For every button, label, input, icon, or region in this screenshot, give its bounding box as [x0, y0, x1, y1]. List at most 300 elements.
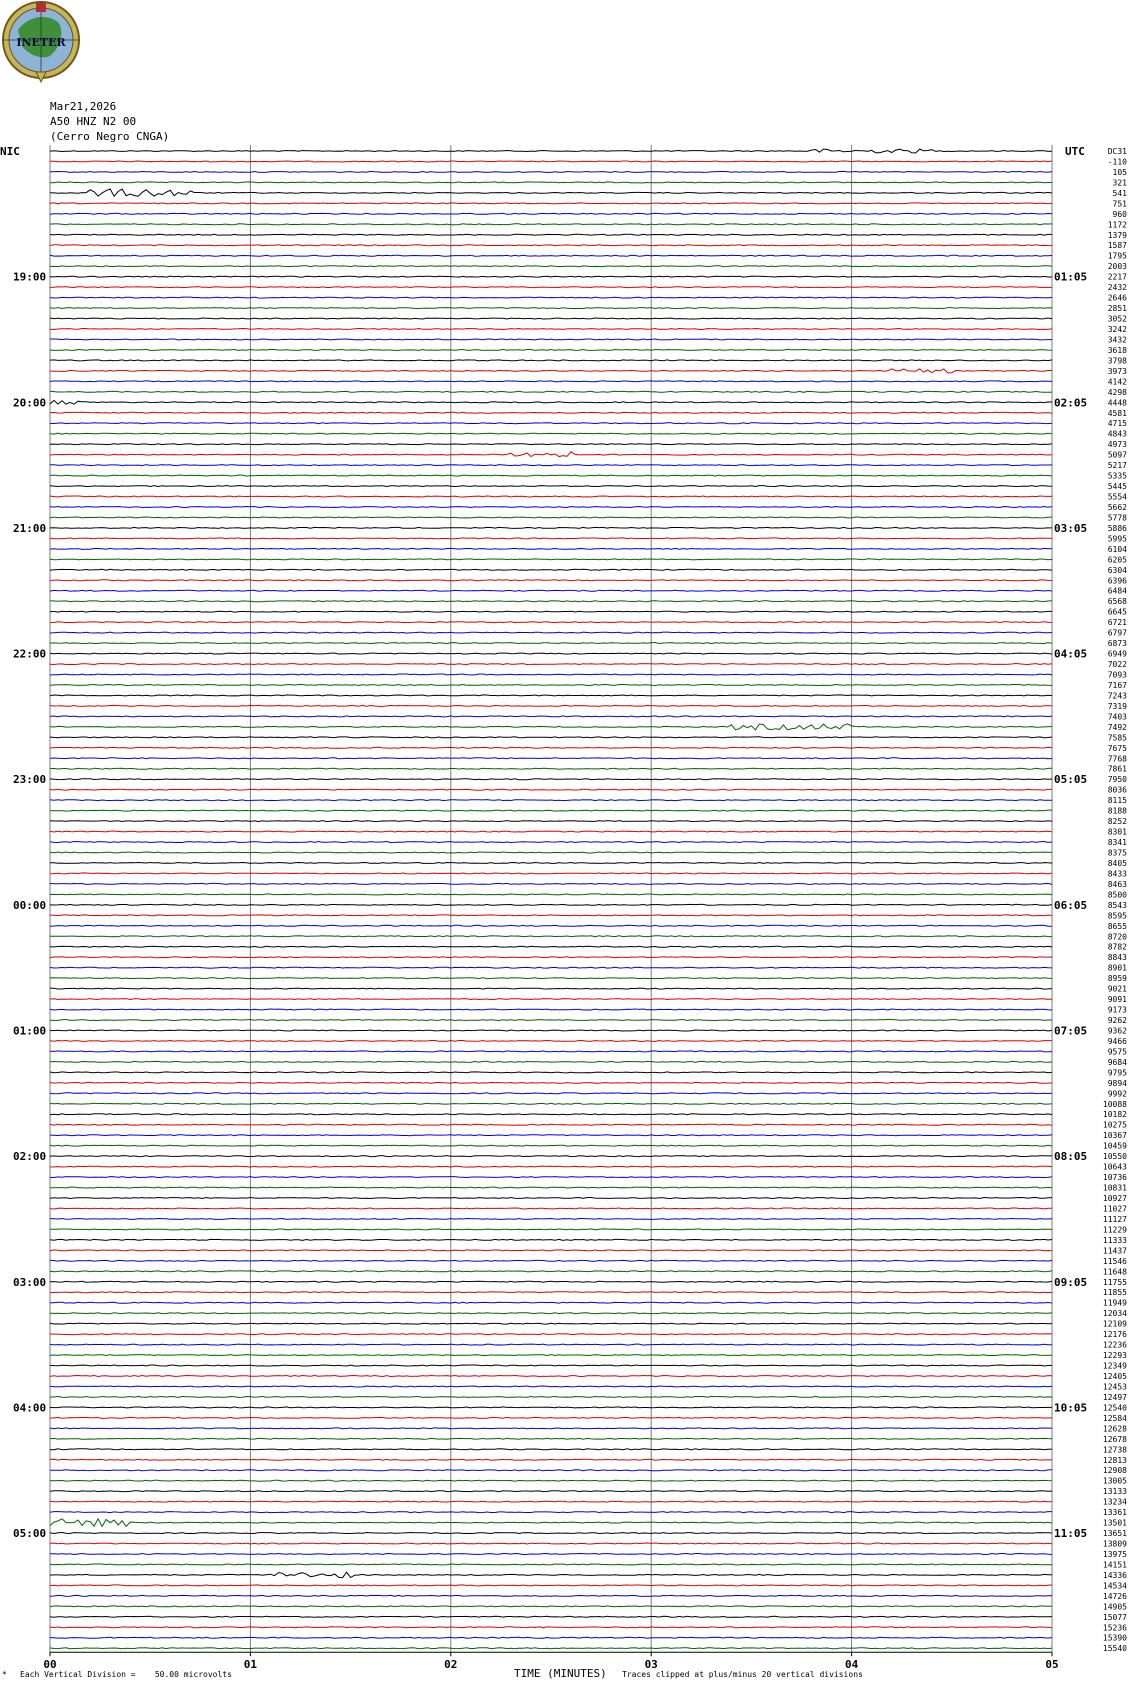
seismic-trace: [50, 1009, 1052, 1010]
seismic-trace: [50, 590, 1052, 591]
trace-offset-label: 3618: [1107, 345, 1127, 355]
right-hour-label: 02:05: [1054, 396, 1088, 410]
trace-offset-label: 13975: [1102, 1549, 1127, 1559]
seismic-trace: [50, 465, 1052, 466]
trace-offset-label: 7022: [1107, 660, 1127, 670]
seismic-trace: [50, 1512, 1052, 1513]
trace-offset-label: 11648: [1102, 1267, 1127, 1277]
seismic-trace: [50, 957, 1052, 958]
trace-offset-label: 8341: [1107, 838, 1127, 848]
seismic-trace: [50, 1082, 1052, 1083]
trace-offset-label: 8959: [1107, 974, 1127, 984]
x-tick-label: 05: [1045, 1658, 1059, 1672]
trace-offset-label: 12293: [1102, 1351, 1127, 1361]
seismic-trace: [50, 234, 1052, 235]
trace-offset-label: 6721: [1107, 618, 1127, 628]
seismic-trace: [50, 559, 1052, 560]
seismic-trace: [50, 1428, 1052, 1429]
trace-offset-label: 9894: [1107, 1078, 1127, 1088]
trace-offset-label: 12349: [1102, 1361, 1127, 1371]
seismic-trace: [50, 1302, 1052, 1303]
seismic-trace: [50, 1396, 1052, 1397]
trace-offset-label: 11127: [1102, 1214, 1127, 1224]
seismic-trace: [50, 789, 1052, 790]
seismic-trace: [50, 967, 1052, 968]
left-hour-label: 02:00: [13, 1150, 47, 1164]
seismic-trace: [50, 203, 1052, 204]
trace-offset-label: 7403: [1107, 712, 1127, 722]
trace-offset-label: 13501: [1102, 1518, 1127, 1528]
channel-label: A50 HNZ N2 00: [50, 115, 137, 128]
left-hour-label: 00:00: [13, 898, 47, 912]
trace-offset-label: 13133: [1102, 1487, 1127, 1497]
trace-offset-label: 12405: [1102, 1371, 1127, 1381]
seismic-trace: [50, 810, 1052, 811]
trace-offset-label: 8375: [1107, 848, 1127, 858]
trace-offset-label: 13005: [1102, 1476, 1127, 1486]
trace-offset-label: 1795: [1107, 251, 1127, 261]
seismic-trace: [50, 800, 1052, 801]
seismic-trace: [50, 1334, 1052, 1335]
left-hour-label: 22:00: [13, 647, 47, 661]
seismic-trace: [50, 287, 1052, 288]
seismic-trace: [50, 1376, 1052, 1377]
seismic-trace: [50, 779, 1052, 780]
right-hour-label: 03:05: [1054, 521, 1088, 535]
seismic-trace: [50, 1355, 1052, 1356]
trace-offset-label: 7950: [1107, 775, 1127, 785]
trace-offset-label: 14336: [1102, 1570, 1127, 1580]
seismic-trace: [50, 831, 1052, 832]
trace-offset-label: 7492: [1107, 722, 1127, 732]
trace-offset-label: 12584: [1102, 1413, 1127, 1423]
seismic-trace: [50, 758, 1052, 759]
trace-offset-label: 9684: [1107, 1057, 1127, 1067]
trace-offset-label: 960: [1112, 209, 1127, 219]
trace-offset-label: 6104: [1107, 544, 1127, 554]
seismic-trace: [50, 1041, 1052, 1042]
seismic-trace: [50, 1103, 1052, 1104]
trace-offset-label: 15077: [1102, 1612, 1127, 1622]
trace-offset-label: 7675: [1107, 743, 1127, 753]
seismic-trace: [50, 863, 1052, 864]
trace-offset-label: 12497: [1102, 1392, 1127, 1402]
trace-offset-label: 12236: [1102, 1340, 1127, 1350]
seismic-trace: [50, 548, 1052, 549]
trace-offset-label: 11437: [1102, 1246, 1127, 1256]
seismic-trace: [50, 1386, 1052, 1387]
trace-offset-label: 2217: [1107, 272, 1127, 282]
seismic-trace: [50, 496, 1052, 497]
trace-offset-label: 7861: [1107, 764, 1127, 774]
trace-offset-label: 9173: [1107, 1005, 1127, 1015]
seismic-trace: [50, 768, 1052, 769]
trace-offset-label: 5335: [1107, 471, 1127, 481]
seismic-trace: [50, 276, 1052, 277]
seismic-trace: [50, 1229, 1052, 1230]
seismic-trace: [50, 664, 1052, 665]
seismic-trace: [50, 611, 1052, 612]
trace-offset-label: 3432: [1107, 335, 1127, 345]
seismic-trace: [50, 1480, 1052, 1481]
seismic-trace: [50, 1616, 1052, 1617]
trace-offset-label: 12908: [1102, 1466, 1127, 1476]
trace-offset-label: 8782: [1107, 942, 1127, 952]
trace-offset-label: 9362: [1107, 1026, 1127, 1036]
trace-offset-label: -110: [1107, 157, 1127, 167]
trace-offset-label: 7243: [1107, 691, 1127, 701]
trace-offset-label: 8036: [1107, 785, 1127, 795]
trace-offset-label: 10367: [1102, 1131, 1127, 1141]
seismic-trace: [50, 1606, 1052, 1607]
seismic-trace: [50, 1239, 1052, 1240]
seismic-trace: [50, 1543, 1052, 1544]
trace-offset-label: 10182: [1102, 1110, 1127, 1120]
x-tick-label: 04: [844, 1658, 859, 1672]
trace-offset-label: 15540: [1102, 1644, 1127, 1654]
seismic-trace: [50, 653, 1052, 654]
trace-offset-label: 15390: [1102, 1633, 1127, 1643]
trace-offset-label: 9992: [1107, 1089, 1127, 1099]
trace-offset-label: 2003: [1107, 262, 1127, 272]
seismic-trace: [50, 507, 1052, 508]
trace-offset-label: 11755: [1102, 1277, 1127, 1287]
seismic-trace: [50, 266, 1052, 267]
trace-offset-label: 14726: [1102, 1591, 1127, 1601]
trace-offset-label: 8405: [1107, 858, 1127, 868]
seismic-trace: [50, 1177, 1052, 1178]
trace-offset-label: 8901: [1107, 963, 1127, 973]
trace-offset-label: 8595: [1107, 911, 1127, 921]
trace-offset-label: 11546: [1102, 1256, 1127, 1266]
trace-offset-label: 4973: [1107, 440, 1127, 450]
seismic-trace: [50, 1030, 1052, 1031]
seismic-trace: [50, 1208, 1052, 1209]
seismic-trace: [50, 883, 1052, 884]
seismic-trace: [50, 444, 1052, 445]
trace-offset-label: 13809: [1102, 1539, 1127, 1549]
trace-offset-label: 6396: [1107, 576, 1127, 586]
seismic-trace: [50, 1533, 1052, 1534]
trace-offset-label: 8655: [1107, 921, 1127, 931]
trace-offset-label: 7167: [1107, 680, 1127, 690]
scale-note: Each Vertical Division = 50.00 microvolts: [20, 1670, 232, 1679]
seismic-trace: [50, 245, 1052, 246]
trace-offset-label: 14151: [1102, 1560, 1127, 1570]
trace-offset-label: 4142: [1107, 377, 1127, 387]
trace-offset-label: 7093: [1107, 670, 1127, 680]
trace-offset-label: DC31: [1107, 147, 1127, 156]
trace-offset-label: 12540: [1102, 1403, 1127, 1413]
trace-offset-label: 5445: [1107, 482, 1127, 492]
seismic-trace: [50, 475, 1052, 476]
trace-offset-label: 6797: [1107, 628, 1127, 638]
seismic-trace: [50, 1323, 1052, 1324]
seismic-trace: [50, 1627, 1052, 1628]
trace-offset-label: 12628: [1102, 1424, 1127, 1434]
seismic-trace: [50, 821, 1052, 822]
seismic-trace: [50, 1572, 1052, 1578]
trace-offset-label: 12109: [1102, 1319, 1127, 1329]
trace-offset-label: 4448: [1107, 398, 1127, 408]
seismic-trace: [50, 1438, 1052, 1439]
x-tick-label: 00: [43, 1658, 57, 1672]
trace-offset-label: 4298: [1107, 387, 1127, 397]
trace-offset-label: 13234: [1102, 1497, 1127, 1507]
seismic-trace: [50, 936, 1052, 937]
seismic-trace: [50, 1449, 1052, 1450]
seismic-trace: [50, 695, 1052, 696]
seismic-trace: [50, 1250, 1052, 1251]
corner-mark: *: [2, 1670, 7, 1679]
seismic-trace: [50, 433, 1052, 434]
trace-offset-label: 5995: [1107, 534, 1127, 544]
trace-offset-label: 10927: [1102, 1194, 1127, 1203]
seismic-trace: [50, 1637, 1052, 1638]
trace-offset-label: 11855: [1102, 1288, 1127, 1298]
left-hour-label: 23:00: [13, 773, 47, 787]
trace-offset-label: 12034: [1102, 1309, 1127, 1319]
seismic-trace: [50, 705, 1052, 706]
trace-offset-label: 2851: [1107, 304, 1127, 314]
trace-offset-label: 5662: [1107, 502, 1127, 512]
seismic-trace: [50, 1135, 1052, 1136]
trace-offset-label: 9575: [1107, 1047, 1127, 1057]
seismic-trace: [50, 737, 1052, 738]
seismic-trace: [50, 1470, 1052, 1471]
trace-offset-label: 10088: [1102, 1099, 1127, 1109]
seismic-trace: [50, 1145, 1052, 1146]
trace-offset-label: 10459: [1102, 1141, 1127, 1151]
seismic-trace: [50, 569, 1052, 570]
seismic-trace: [50, 685, 1052, 686]
left-hour-label: 03:00: [13, 1275, 47, 1289]
trace-offset-label: 6304: [1107, 565, 1127, 575]
trace-offset-label: 3798: [1107, 356, 1127, 366]
seismic-trace: [50, 999, 1052, 1000]
trace-offset-label: 6873: [1107, 639, 1127, 649]
trace-offset-label: 13361: [1102, 1508, 1127, 1518]
trace-offset-label: 8500: [1107, 890, 1127, 900]
seismic-trace: [50, 1595, 1052, 1596]
seismic-trace: [50, 674, 1052, 675]
seismic-trace: [50, 852, 1052, 853]
seismic-trace: [50, 224, 1052, 225]
seismic-trace: [50, 1093, 1052, 1094]
right-timezone-label: UTC: [1065, 145, 1085, 158]
trace-offset-label: 9091: [1107, 995, 1127, 1005]
seismic-trace: [50, 452, 1052, 457]
seismic-trace: [50, 318, 1052, 319]
trace-offset-label: 1172: [1107, 220, 1127, 230]
seismic-trace: [50, 423, 1052, 424]
seismic-trace: [50, 632, 1052, 633]
seismic-trace: [50, 171, 1052, 172]
seismic-trace: [50, 213, 1052, 214]
seismic-trace: [50, 1564, 1052, 1565]
seismic-trace: [50, 1344, 1052, 1345]
trace-offset-label: 5778: [1107, 513, 1127, 523]
trace-offset-label: 6484: [1107, 586, 1127, 596]
left-timezone-label: NIC: [0, 145, 20, 158]
seismic-trace: [50, 842, 1052, 843]
trace-offset-label: 1379: [1107, 230, 1127, 240]
right-hour-label: 05:05: [1054, 773, 1088, 787]
seismic-trace: [50, 1124, 1052, 1125]
trace-offset-label: 3973: [1107, 366, 1127, 376]
trace-offset-label: 2646: [1107, 293, 1127, 303]
seismic-trace: [50, 1281, 1052, 1282]
trace-offset-label: 7768: [1107, 754, 1127, 764]
trace-offset-label: 8115: [1107, 796, 1127, 806]
seismic-trace: [50, 360, 1052, 361]
trace-offset-label: 8843: [1107, 953, 1127, 963]
seismic-trace: [50, 391, 1052, 392]
right-hour-label: 09:05: [1054, 1275, 1088, 1289]
trace-offset-label: 5217: [1107, 461, 1127, 471]
x-tick-label: 02: [444, 1658, 458, 1672]
logo-text: INETER: [16, 36, 66, 49]
trace-offset-label: 11949: [1102, 1298, 1127, 1308]
seismic-trace: [50, 1072, 1052, 1073]
seismic-trace: [50, 1271, 1052, 1272]
seismic-trace: [50, 349, 1052, 350]
x-axis-title: TIME (MINUTES): [514, 1667, 607, 1680]
left-hour-label: 19:00: [13, 270, 47, 284]
seismic-trace: [50, 1417, 1052, 1418]
trace-offset-label: 9262: [1107, 1016, 1127, 1026]
station-label: (Cerro Negro CNGA): [50, 130, 170, 143]
trace-offset-label: 4581: [1107, 408, 1127, 418]
seismic-trace: [50, 189, 1052, 196]
trace-offset-label: 105: [1112, 167, 1127, 177]
seismic-trace: [50, 486, 1052, 487]
seismic-trace: [50, 1156, 1052, 1157]
seismic-trace: [50, 1407, 1052, 1408]
seismic-trace: [50, 747, 1052, 748]
trace-offset-label: 321: [1112, 178, 1127, 188]
trace-offset-label: 11229: [1102, 1225, 1127, 1235]
seismic-trace: [50, 1554, 1052, 1555]
seismic-trace: [50, 915, 1052, 916]
trace-offset-label: 8301: [1107, 827, 1127, 837]
seismic-trace: [50, 255, 1052, 256]
trace-offset-label: 7319: [1107, 701, 1127, 711]
trace-offset-label: 8433: [1107, 869, 1127, 879]
trace-offset-label: 10275: [1102, 1120, 1127, 1130]
seismic-trace: [50, 297, 1052, 298]
trace-offset-label: 5554: [1107, 492, 1127, 502]
trace-offset-label: 8188: [1107, 806, 1127, 816]
trace-offset-label: 751: [1112, 199, 1127, 209]
left-hour-label: 21:00: [13, 521, 47, 535]
trace-offset-label: 11333: [1102, 1235, 1127, 1245]
seismic-trace: [50, 1166, 1052, 1167]
seismic-trace: [50, 580, 1052, 581]
seismic-trace: [50, 1114, 1052, 1115]
seismic-trace: [50, 1187, 1052, 1188]
seismic-trace: [50, 182, 1052, 183]
trace-offset-label: 12453: [1102, 1382, 1127, 1392]
trace-offset-label: 3052: [1107, 314, 1127, 324]
right-hour-label: 04:05: [1054, 647, 1088, 661]
seismic-trace: [50, 1051, 1052, 1052]
right-hour-label: 07:05: [1054, 1024, 1088, 1038]
trace-offset-label: 12176: [1102, 1330, 1127, 1340]
trace-offset-label: 10550: [1102, 1152, 1127, 1162]
trace-offset-label: 9466: [1107, 1036, 1127, 1046]
seismic-trace: [50, 601, 1052, 602]
x-tick-label: 03: [644, 1658, 658, 1672]
trace-offset-label: 14534: [1102, 1581, 1127, 1591]
seismic-trace: [50, 622, 1052, 623]
seismic-trace: [50, 716, 1052, 717]
seismic-trace: [50, 925, 1052, 926]
seismic-trace: [50, 149, 1052, 153]
left-hour-label: 04:00: [13, 1401, 47, 1415]
seismic-trace: [50, 1292, 1052, 1293]
right-hour-label: 06:05: [1054, 898, 1088, 912]
trace-offset-label: 8463: [1107, 879, 1127, 889]
seismic-trace: [50, 873, 1052, 874]
trace-offset-label: 3242: [1107, 324, 1127, 334]
seismic-trace: [50, 988, 1052, 989]
clip-note: Traces clipped at plus/minus 20 vertical divisions: [622, 1670, 863, 1679]
left-hour-label: 20:00: [13, 396, 47, 410]
trace-offset-label: 6949: [1107, 649, 1127, 659]
seismic-trace: [50, 381, 1052, 382]
seismic-trace: [50, 1585, 1052, 1586]
seismic-trace: [50, 1061, 1052, 1062]
trace-offset-label: 9021: [1107, 984, 1127, 994]
seismic-trace: [50, 1491, 1052, 1492]
trace-offset-label: 5097: [1107, 450, 1127, 460]
seismic-trace: [50, 1519, 1052, 1527]
seismic-trace: [50, 978, 1052, 979]
left-hour-label: 05:00: [13, 1527, 47, 1541]
trace-offset-label: 10643: [1102, 1162, 1127, 1172]
trace-offset-label: 11027: [1102, 1204, 1127, 1214]
seismic-trace: [50, 329, 1052, 330]
seismic-trace: [50, 904, 1052, 905]
trace-offset-label: 8543: [1107, 900, 1127, 910]
trace-offset-label: 7585: [1107, 733, 1127, 743]
seismic-trace: [50, 412, 1052, 413]
seismic-trace: [50, 894, 1052, 895]
trace-offset-label: 541: [1112, 188, 1127, 198]
trace-offset-label: 9795: [1107, 1068, 1127, 1078]
seismic-trace: [50, 161, 1052, 162]
seismic-trace: [50, 1313, 1052, 1314]
seismic-trace: [50, 527, 1052, 528]
right-hour-label: 01:05: [1054, 270, 1088, 284]
trace-offset-label: 2432: [1107, 283, 1127, 293]
trace-offset-label: 12738: [1102, 1445, 1127, 1455]
seismic-trace: [50, 1020, 1052, 1021]
trace-offset-label: 6645: [1107, 607, 1127, 617]
seismic-trace: [50, 1501, 1052, 1502]
trace-offset-label: 6205: [1107, 555, 1127, 565]
seismic-trace: [50, 538, 1052, 539]
seismic-trace: [50, 724, 1052, 730]
seismic-trace: [50, 1219, 1052, 1220]
trace-offset-label: 15236: [1102, 1623, 1127, 1633]
trace-offset-label: 12813: [1102, 1455, 1127, 1465]
date-label: Mar21,2026: [50, 100, 117, 113]
trace-offset-label: 5886: [1107, 523, 1127, 533]
right-hour-label: 08:05: [1054, 1150, 1088, 1164]
trace-offset-label: 1587: [1107, 241, 1127, 251]
